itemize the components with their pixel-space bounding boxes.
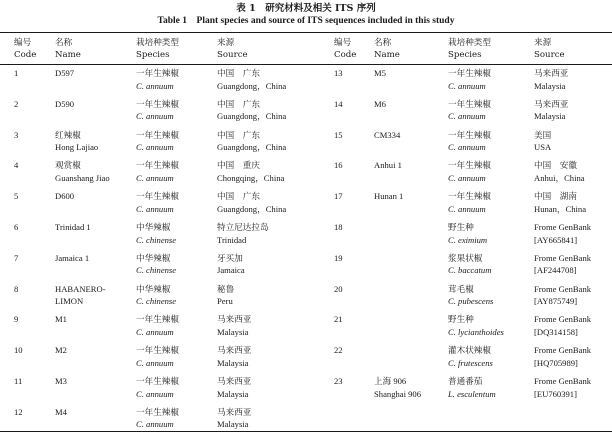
code-cell-text: 12 bbox=[14, 406, 23, 417]
code-cell-text: 15 bbox=[334, 129, 343, 140]
code-cell-text: 20 bbox=[334, 283, 343, 294]
name-cell-text: Hunan 1 bbox=[374, 191, 404, 202]
table-row bbox=[334, 190, 612, 220]
species-cell bbox=[448, 252, 491, 277]
name-cell-text: M2 bbox=[55, 345, 67, 356]
species-cell-text: 一年生辣椒 bbox=[136, 345, 179, 356]
source-cell-text: Frome GenBank bbox=[534, 314, 592, 325]
table-row bbox=[334, 252, 612, 282]
source-cell bbox=[534, 375, 591, 400]
table-row bbox=[334, 283, 612, 313]
source-cell bbox=[217, 159, 284, 184]
code-cell bbox=[334, 129, 343, 142]
source-cell-text: 马来西亚 bbox=[217, 376, 252, 386]
name-cell bbox=[55, 67, 74, 80]
source-cell-text: 马来西亚 bbox=[217, 314, 252, 325]
name-cell-text: 观赏椒 bbox=[55, 160, 81, 171]
name-cell bbox=[374, 67, 386, 80]
species-cell-text: C. chinense bbox=[136, 265, 177, 276]
table-row bbox=[334, 313, 612, 343]
species-cell bbox=[448, 375, 496, 400]
header-source-en: Source bbox=[534, 50, 565, 60]
source-cell bbox=[534, 252, 591, 277]
source-cell-text: [DQ314158] bbox=[534, 326, 578, 337]
name-cell-text: M6 bbox=[374, 98, 386, 109]
header-code bbox=[14, 37, 36, 61]
source-cell bbox=[534, 98, 568, 123]
code-cell-text: 14 bbox=[334, 98, 343, 109]
species-cell-text: 野生种 bbox=[448, 314, 474, 325]
code-cell-text: 17 bbox=[334, 191, 343, 202]
table-row bbox=[334, 98, 612, 128]
source-cell-text: Guangdong，China bbox=[217, 142, 287, 153]
species-cell-text: 一年生辣椒 bbox=[448, 191, 491, 202]
species-cell bbox=[448, 129, 491, 154]
species-cell bbox=[136, 221, 176, 246]
code-cell-text: 5 bbox=[14, 191, 19, 202]
species-cell-text: 一年生辣椒 bbox=[448, 160, 491, 171]
species-cell-text: C. annuum bbox=[136, 203, 174, 214]
species-cell-text: C. annuum bbox=[136, 80, 174, 91]
name-cell bbox=[55, 221, 91, 234]
table-row bbox=[14, 159, 314, 189]
code-cell-text: 3 bbox=[14, 129, 19, 140]
source-cell bbox=[217, 283, 234, 308]
species-cell-text: C. eximium bbox=[448, 234, 488, 245]
species-cell-text: C. annuum bbox=[448, 203, 486, 214]
code-cell-text: 2 bbox=[14, 98, 19, 109]
header-source-cn: 来源 bbox=[217, 38, 235, 48]
species-cell-text: C. annuum bbox=[448, 142, 486, 153]
source-cell-text: [HQ705989] bbox=[534, 357, 578, 368]
source-cell-text: Malaysia bbox=[217, 388, 249, 399]
species-cell-text: 一年生辣椒 bbox=[448, 129, 491, 140]
name-cell bbox=[55, 129, 98, 154]
header-species bbox=[136, 37, 179, 61]
name-cell bbox=[374, 98, 386, 111]
source-cell-text: Guangdong，China bbox=[217, 203, 287, 214]
name-cell-text: CM334 bbox=[374, 129, 401, 140]
header-source-cn: 来源 bbox=[534, 38, 552, 48]
species-cell-text: C. annuum bbox=[448, 172, 486, 183]
code-cell bbox=[14, 159, 18, 172]
table-caption-en: Table 1 Plant species and source of ITS sequences included in this study bbox=[157, 16, 455, 26]
code-cell bbox=[14, 283, 18, 296]
code-cell-text: 4 bbox=[14, 160, 19, 171]
table-row bbox=[14, 190, 314, 220]
name-cell bbox=[374, 129, 400, 142]
code-cell-text: 23 bbox=[334, 376, 343, 386]
header-name-cn: 名称 bbox=[55, 38, 73, 48]
species-cell bbox=[448, 159, 491, 184]
code-cell-text: 1 bbox=[14, 68, 19, 78]
source-cell-text: Hunan，China bbox=[534, 203, 587, 214]
name-cell bbox=[55, 344, 67, 357]
source-cell bbox=[534, 159, 585, 184]
species-cell bbox=[448, 344, 493, 369]
code-cell bbox=[334, 221, 343, 234]
source-cell-text: 马来西亚 bbox=[534, 98, 569, 109]
source-cell bbox=[534, 313, 591, 338]
species-cell-text: 中华辣椒 bbox=[136, 252, 171, 263]
table-row bbox=[14, 221, 314, 251]
code-cell bbox=[334, 252, 343, 265]
table-row bbox=[14, 344, 314, 374]
source-cell bbox=[217, 252, 245, 277]
table-row bbox=[334, 344, 612, 374]
name-cell-text: Anhui 1 bbox=[374, 160, 402, 171]
species-cell-text: 灌木状辣椒 bbox=[448, 345, 491, 356]
table-row bbox=[334, 221, 612, 251]
table-header-left bbox=[14, 37, 314, 63]
header-code-en: Code bbox=[14, 50, 37, 60]
header-name-en: Name bbox=[55, 50, 81, 60]
source-cell-text: 中国 广东 bbox=[217, 98, 260, 109]
table-row bbox=[14, 283, 314, 313]
source-cell-text: Frome GenBank bbox=[534, 222, 592, 232]
source-cell bbox=[217, 406, 251, 431]
source-cell-text: Malaysia bbox=[217, 419, 249, 430]
header-species-cn: 栽培种类型 bbox=[136, 38, 179, 48]
source-cell-text: Guangdong，China bbox=[217, 80, 287, 91]
source-cell-text: Frome GenBank bbox=[534, 283, 592, 294]
source-cell-text: 秘鲁 bbox=[217, 283, 235, 294]
name-cell-text: M5 bbox=[374, 68, 386, 78]
name-cell-text: M3 bbox=[55, 376, 67, 386]
table-top-rule bbox=[0, 32, 612, 33]
species-cell bbox=[136, 129, 179, 154]
header-name-en: Name bbox=[374, 50, 400, 60]
species-cell bbox=[136, 313, 179, 338]
source-cell bbox=[217, 129, 286, 154]
source-cell-text: Malaysia bbox=[217, 326, 249, 337]
code-cell bbox=[14, 252, 18, 265]
header-species bbox=[448, 37, 491, 61]
code-cell bbox=[334, 98, 343, 111]
species-cell-text: C. annuum bbox=[136, 388, 174, 399]
code-cell-text: 22 bbox=[334, 345, 343, 356]
table-row bbox=[14, 252, 314, 282]
source-cell bbox=[217, 313, 251, 338]
table-row bbox=[334, 129, 612, 159]
source-cell-text: [AY665841] bbox=[534, 234, 578, 245]
species-cell-text: C. chinense bbox=[136, 296, 177, 307]
source-cell-text: Anhui，China bbox=[534, 172, 585, 183]
source-cell-text: 中国 广东 bbox=[217, 68, 260, 78]
source-cell-text: [AY875749] bbox=[534, 296, 578, 307]
species-cell-text: 普通番茄 bbox=[448, 376, 483, 386]
species-cell-text: 一年生辣椒 bbox=[136, 314, 179, 325]
species-cell bbox=[448, 98, 491, 123]
source-cell bbox=[534, 283, 591, 308]
code-cell bbox=[14, 67, 18, 80]
name-cell-text: LIMON bbox=[55, 296, 84, 307]
name-cell bbox=[374, 375, 421, 400]
name-cell-text: Trinidad 1 bbox=[55, 222, 91, 232]
code-cell bbox=[14, 190, 18, 203]
header-species-en: Species bbox=[448, 50, 482, 60]
name-cell-text: M4 bbox=[55, 406, 67, 417]
table-row bbox=[334, 375, 612, 405]
source-cell-text: 马来西亚 bbox=[534, 68, 569, 78]
species-cell-text: 一年生辣椒 bbox=[136, 376, 179, 386]
species-cell-text: L. esculentum bbox=[448, 388, 496, 399]
table-caption-cn: 表 1 研究材料及相关 ITS 序列 bbox=[236, 3, 376, 14]
source-cell bbox=[534, 221, 591, 246]
source-cell bbox=[217, 190, 286, 215]
code-cell bbox=[14, 375, 22, 388]
species-cell-text: 一年生辣椒 bbox=[448, 68, 491, 78]
name-cell bbox=[55, 98, 74, 111]
code-cell bbox=[14, 98, 18, 111]
species-cell bbox=[448, 283, 493, 308]
source-cell-text: [AF244708] bbox=[534, 265, 577, 276]
source-cell-text: Chongqing，China bbox=[217, 172, 285, 183]
species-cell-text: C. annuum bbox=[136, 419, 174, 430]
header-code-cn: 编号 bbox=[334, 38, 352, 48]
name-cell-text: D600 bbox=[55, 191, 75, 202]
code-cell bbox=[334, 313, 343, 326]
table-header-right bbox=[334, 37, 612, 63]
species-cell-text: C. annuum bbox=[448, 80, 486, 91]
species-cell-text: C. annuum bbox=[136, 357, 174, 368]
name-cell bbox=[55, 406, 67, 419]
species-cell bbox=[136, 98, 179, 123]
header-name-cn: 名称 bbox=[374, 38, 392, 48]
name-cell-text: 红辣椒 bbox=[55, 129, 81, 140]
species-cell bbox=[136, 375, 179, 400]
code-cell-text: 21 bbox=[334, 314, 343, 325]
source-cell bbox=[534, 67, 568, 92]
species-cell-text: 中华辣椒 bbox=[136, 283, 171, 294]
table-row bbox=[14, 98, 314, 128]
code-cell bbox=[14, 313, 18, 326]
species-cell bbox=[136, 252, 176, 277]
source-cell bbox=[217, 375, 251, 400]
name-cell bbox=[55, 252, 89, 265]
species-cell-text: 一年生辣椒 bbox=[136, 160, 179, 171]
code-cell-text: 11 bbox=[14, 376, 23, 386]
source-cell bbox=[534, 344, 591, 369]
name-cell bbox=[55, 313, 67, 326]
code-cell bbox=[334, 190, 343, 203]
code-cell-text: 16 bbox=[334, 160, 343, 171]
species-cell-text: 茸毛椒 bbox=[448, 283, 474, 294]
header-source bbox=[217, 37, 248, 61]
code-cell-text: 9 bbox=[14, 314, 19, 325]
source-cell-text: 中国 安徽 bbox=[534, 160, 577, 171]
species-cell bbox=[136, 67, 179, 92]
source-cell-text: Trinidad bbox=[217, 234, 247, 245]
code-cell bbox=[334, 159, 343, 172]
code-cell bbox=[14, 344, 23, 357]
source-cell-text: 马来西亚 bbox=[217, 406, 252, 417]
name-cell bbox=[374, 190, 403, 203]
header-species-cn: 栽培种类型 bbox=[448, 38, 491, 48]
code-cell-text: 8 bbox=[14, 283, 19, 294]
name-cell-text: HABANERO- bbox=[55, 283, 106, 294]
code-cell-text: 13 bbox=[334, 68, 343, 78]
source-cell-text: 美国 bbox=[534, 129, 552, 140]
name-cell bbox=[55, 190, 74, 203]
source-cell-text: USA bbox=[534, 142, 552, 153]
species-cell-text: 一年生辣椒 bbox=[136, 98, 179, 109]
species-cell bbox=[136, 283, 176, 308]
source-cell bbox=[217, 221, 269, 246]
name-cell-text: Guanshang Jiao bbox=[55, 172, 110, 183]
species-cell-text: 一年生辣椒 bbox=[136, 68, 179, 78]
name-cell bbox=[55, 159, 110, 184]
table-row bbox=[334, 159, 612, 189]
source-cell-text: Frome GenBank bbox=[534, 252, 592, 263]
code-cell-text: 7 bbox=[14, 252, 19, 263]
table-row bbox=[14, 67, 314, 97]
table-row bbox=[14, 313, 314, 343]
species-cell-text: C. chinense bbox=[136, 234, 177, 245]
name-cell-text: 上海 906 bbox=[374, 376, 407, 386]
code-cell bbox=[14, 129, 18, 142]
name-cell bbox=[55, 283, 106, 308]
name-cell bbox=[374, 159, 402, 172]
species-cell bbox=[448, 313, 504, 338]
source-cell bbox=[534, 190, 586, 215]
name-cell-text: D590 bbox=[55, 98, 75, 109]
table-header-rule bbox=[0, 64, 612, 65]
species-cell-text: 中华辣椒 bbox=[136, 222, 171, 232]
source-cell-text: 中国 广东 bbox=[217, 129, 260, 140]
species-cell-text: 一年生辣椒 bbox=[448, 98, 491, 109]
header-species-en: Species bbox=[136, 50, 170, 60]
species-cell-text: C. annuum bbox=[136, 326, 174, 337]
code-cell bbox=[334, 67, 343, 80]
source-cell-text: 特立尼达拉岛 bbox=[217, 222, 269, 232]
species-cell bbox=[136, 159, 179, 184]
table-row bbox=[14, 406, 314, 436]
source-cell-text: Frome GenBank bbox=[534, 345, 592, 356]
species-cell-text: 一年生辣椒 bbox=[136, 191, 179, 202]
species-cell-text: 浆果状椒 bbox=[448, 252, 483, 263]
species-cell bbox=[136, 190, 179, 215]
code-cell-text: 18 bbox=[334, 222, 343, 232]
source-cell bbox=[217, 344, 251, 369]
header-source bbox=[534, 37, 565, 61]
species-cell-text: C. lycianthoides bbox=[448, 326, 504, 337]
source-cell-text: 马来西亚 bbox=[217, 345, 252, 356]
code-cell bbox=[14, 406, 23, 419]
header-source-en: Source bbox=[217, 50, 248, 60]
source-cell-text: [EU760391] bbox=[534, 388, 577, 399]
species-cell-text: C. annuum bbox=[136, 111, 174, 122]
source-cell bbox=[217, 98, 286, 123]
species-cell-text: C. frutescens bbox=[448, 357, 493, 368]
species-cell-text: C. baccatum bbox=[448, 265, 492, 276]
species-cell-text: C. pubescens bbox=[448, 296, 494, 307]
code-cell bbox=[334, 283, 343, 296]
code-cell-text: 6 bbox=[14, 222, 19, 232]
source-cell-text: 中国 湖南 bbox=[534, 191, 577, 202]
species-cell-text: C. annuum bbox=[448, 111, 486, 122]
species-cell-text: 一年生辣椒 bbox=[136, 406, 179, 417]
name-cell-text: Hong Lajiao bbox=[55, 142, 99, 153]
species-cell bbox=[136, 406, 179, 431]
source-cell-text: Malaysia bbox=[534, 80, 566, 91]
source-cell-text: Peru bbox=[217, 296, 233, 307]
name-cell-text: M1 bbox=[55, 314, 67, 325]
source-cell-text: Jamaica bbox=[217, 265, 245, 276]
table-row bbox=[14, 375, 314, 405]
name-cell-text: D597 bbox=[55, 68, 75, 78]
header-name bbox=[55, 37, 81, 61]
species-cell bbox=[136, 344, 179, 369]
name-cell-text: Jamaica 1 bbox=[55, 252, 90, 263]
source-cell-text: 中国 广东 bbox=[217, 191, 260, 202]
species-cell-text: 一年生辣椒 bbox=[136, 129, 179, 140]
name-cell-text: Shanghai 906 bbox=[374, 388, 422, 399]
header-code bbox=[334, 37, 356, 61]
table-row bbox=[14, 129, 314, 159]
source-cell-text: 中国 重庆 bbox=[217, 160, 260, 171]
source-cell bbox=[217, 67, 286, 92]
species-cell bbox=[448, 190, 491, 215]
source-cell-text: Frome GenBank bbox=[534, 376, 592, 386]
species-cell bbox=[448, 221, 487, 246]
source-cell-text: Guangdong，China bbox=[217, 111, 287, 122]
code-cell bbox=[334, 344, 343, 357]
header-code-cn: 编号 bbox=[14, 38, 32, 48]
source-cell bbox=[534, 129, 551, 154]
name-cell bbox=[55, 375, 67, 388]
species-cell-text: C. annuum bbox=[136, 172, 174, 183]
code-cell bbox=[334, 375, 343, 388]
species-cell bbox=[448, 67, 491, 92]
code-cell-text: 19 bbox=[334, 252, 343, 263]
code-cell bbox=[14, 221, 18, 234]
code-cell-text: 10 bbox=[14, 345, 23, 356]
species-cell-text: C. annuum bbox=[136, 142, 174, 153]
header-code-en: Code bbox=[334, 50, 357, 60]
table-row bbox=[334, 67, 612, 97]
source-cell-text: Malaysia bbox=[217, 357, 249, 368]
source-cell-text: 牙买加 bbox=[217, 252, 243, 263]
species-cell-text: 野生种 bbox=[448, 222, 474, 232]
source-cell-text: Malaysia bbox=[534, 111, 566, 122]
header-name bbox=[374, 37, 400, 61]
